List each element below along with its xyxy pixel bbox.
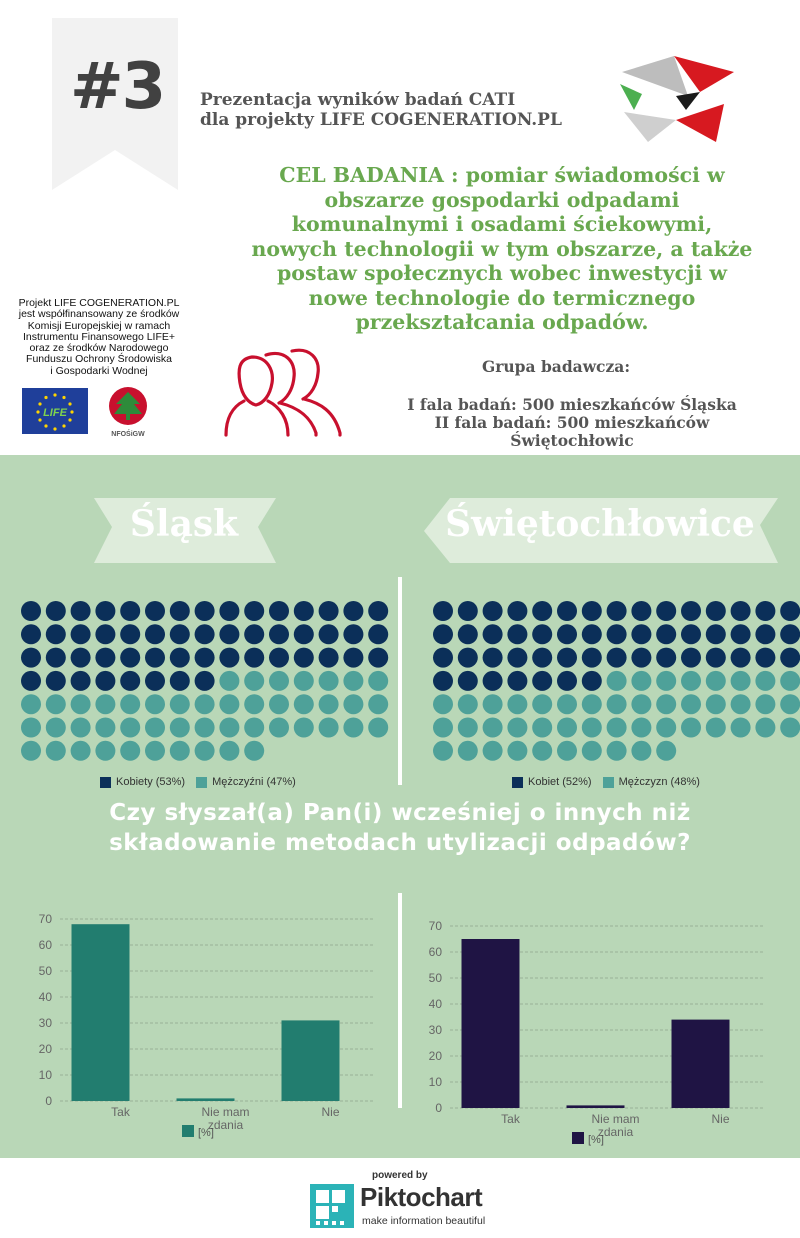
dot-women (319, 648, 339, 668)
dot-women (507, 671, 527, 691)
dot-women (433, 671, 453, 691)
dot-men (582, 741, 602, 761)
bar (462, 939, 520, 1108)
dot-women (244, 624, 264, 644)
legend-left (100, 776, 296, 788)
dot-men (170, 718, 190, 738)
y-tick-label: 30 (38, 1016, 52, 1030)
dot-men (433, 694, 453, 714)
dot-men (582, 718, 602, 738)
dot-men (46, 718, 66, 738)
dot-men (681, 718, 701, 738)
dot-men (656, 741, 676, 761)
logo-triangle-red-bottom (676, 104, 724, 142)
dot-men (780, 694, 800, 714)
x-tick-label: Nie mam zdania (591, 1112, 640, 1139)
dot-women (46, 624, 66, 644)
dot-men (607, 718, 627, 738)
dot-women (483, 601, 503, 621)
dot-men (95, 741, 115, 761)
dot-men (319, 671, 339, 691)
dot-women (71, 624, 91, 644)
dot-women (557, 601, 577, 621)
dot-women (46, 648, 66, 668)
dot-women (582, 601, 602, 621)
dot-men (656, 718, 676, 738)
dot-women (46, 671, 66, 691)
dot-men (170, 741, 190, 761)
x-tick-label: Nie mam zdania (201, 1105, 250, 1132)
dot-men (71, 694, 91, 714)
dot-men (294, 718, 314, 738)
dot-men (244, 694, 264, 714)
dot-men (319, 694, 339, 714)
dot-men (557, 741, 577, 761)
dot-men (507, 741, 527, 761)
bar (177, 1098, 235, 1101)
dot-women (755, 648, 775, 668)
dot-men (219, 718, 239, 738)
dot-men (195, 718, 215, 738)
dot-men (731, 694, 751, 714)
bar-chart-left (30, 905, 390, 1145)
research-goal (222, 163, 782, 335)
dot-women (656, 601, 676, 621)
dot-women (195, 648, 215, 668)
dot-men (607, 694, 627, 714)
title-line-2: dla projekty LIFE COGENERATION.PL (200, 110, 562, 130)
nfos-logo (104, 386, 152, 438)
dot-men (343, 718, 363, 738)
dot-men (607, 671, 627, 691)
banner-left-label: Śląsk (129, 503, 239, 545)
dot-men (294, 671, 314, 691)
dot-women (170, 601, 190, 621)
bar (282, 1020, 340, 1101)
dot-men (631, 694, 651, 714)
dot-women (631, 601, 651, 621)
dot-men (458, 741, 478, 761)
dot-men (219, 741, 239, 761)
dot-men (557, 718, 577, 738)
funding-line: Instrumentu Finansowego LIFE+ (22, 330, 176, 343)
dot-women (71, 648, 91, 668)
dot-men (170, 694, 190, 714)
dot-men (219, 671, 239, 691)
dot-women (706, 601, 726, 621)
x-tick-label: Tak (111, 1105, 130, 1119)
dot-men (532, 718, 552, 738)
dot-men (95, 694, 115, 714)
dot-men (71, 718, 91, 738)
dot-women (532, 671, 552, 691)
dot-women (755, 601, 775, 621)
funding-line: i Gospodarki Wodnej (50, 364, 148, 377)
y-tick-label: 20 (428, 1049, 442, 1063)
y-tick-label: 20 (38, 1042, 52, 1056)
dot-men (507, 718, 527, 738)
title-line-1: Prezentacja wyników badań CATI (200, 90, 516, 110)
dot-men (532, 741, 552, 761)
dot-men (557, 694, 577, 714)
dot-women (294, 648, 314, 668)
dot-men (483, 741, 503, 761)
dot-women (145, 671, 165, 691)
legend-swatch (182, 1125, 194, 1137)
dot-women (706, 648, 726, 668)
dot-men (46, 694, 66, 714)
dot-women (269, 648, 289, 668)
dot-men (731, 718, 751, 738)
dot-women (458, 671, 478, 691)
y-tick-label: 50 (428, 971, 442, 985)
dot-women (319, 601, 339, 621)
project-logo (612, 50, 742, 150)
dot-men (145, 694, 165, 714)
goal-line: CEL BADANIA : pomiar świadomości w (279, 163, 725, 187)
dot-women (120, 648, 140, 668)
dot-women (483, 624, 503, 644)
dot-men (631, 741, 651, 761)
dot-men (433, 718, 453, 738)
bar (567, 1105, 625, 1108)
dot-men (755, 694, 775, 714)
dot-women (21, 671, 41, 691)
dot-men (631, 671, 651, 691)
dot-women (582, 671, 602, 691)
dot-women (219, 601, 239, 621)
dot-men (706, 671, 726, 691)
pictograph-left (20, 600, 395, 765)
dot-women (46, 601, 66, 621)
page-number: #3 (70, 50, 165, 124)
dot-women (483, 648, 503, 668)
dot-women (780, 601, 800, 621)
dot-women (343, 624, 363, 644)
dot-women (507, 648, 527, 668)
dot-men (244, 718, 264, 738)
y-tick-label: 10 (38, 1068, 52, 1082)
dot-women (195, 671, 215, 691)
header-section (0, 0, 800, 455)
dot-women (483, 671, 503, 691)
dot-women (755, 624, 775, 644)
dot-men (368, 694, 388, 714)
bar (672, 1020, 730, 1108)
legend-men-label: Mężczyzn (48%) (618, 776, 700, 788)
presentation-title (200, 90, 562, 130)
legend-women-label: Kobiety (53%) (116, 776, 186, 788)
dot-women (21, 601, 41, 621)
dot-men (21, 694, 41, 714)
dot-women (731, 648, 751, 668)
dot-men (145, 718, 165, 738)
dot-men (368, 671, 388, 691)
legend-swatch-women (100, 777, 111, 788)
dot-men (120, 718, 140, 738)
dot-women (532, 648, 552, 668)
dot-men (458, 694, 478, 714)
goal-line: obszarze gospodarki odpadami (324, 187, 680, 212)
dot-women (458, 648, 478, 668)
dot-men (120, 741, 140, 761)
dot-women (170, 648, 190, 668)
dot-women (294, 624, 314, 644)
dot-women (95, 648, 115, 668)
dot-women (120, 601, 140, 621)
dot-women (71, 671, 91, 691)
logo-triangle-grey-bottom (624, 112, 676, 142)
dot-women (656, 624, 676, 644)
legend-women-label: Kobiet (52%) (528, 776, 592, 788)
dot-men (433, 741, 453, 761)
dot-men (656, 694, 676, 714)
y-tick-label: 60 (38, 938, 52, 952)
dot-men (607, 741, 627, 761)
x-tick-label: Tak (501, 1112, 520, 1126)
dot-men (46, 741, 66, 761)
legend-swatch-men (603, 777, 614, 788)
piktochart-brand[interactable]: Piktochart (360, 1182, 483, 1212)
legend-swatch (572, 1132, 584, 1144)
dot-men (755, 718, 775, 738)
question-line-2: składowanie metodach utylizacji odpadów? (109, 830, 691, 856)
dot-women (681, 601, 701, 621)
dot-women (780, 648, 800, 668)
dot-women (95, 624, 115, 644)
dot-men (195, 694, 215, 714)
y-tick-label: 40 (38, 990, 52, 1004)
dot-women (706, 624, 726, 644)
dot-men (483, 718, 503, 738)
dot-women (21, 648, 41, 668)
dot-women (21, 624, 41, 644)
dot-women (532, 601, 552, 621)
dot-women (319, 624, 339, 644)
goal-line: nowe technologie do termicznego (308, 285, 696, 310)
y-tick-label: 70 (38, 912, 52, 926)
legend-swatch-men (196, 777, 207, 788)
dot-women (195, 601, 215, 621)
dot-women (244, 648, 264, 668)
dot-men (244, 671, 264, 691)
dot-women (170, 671, 190, 691)
life-logo-text: LIFE (43, 407, 67, 419)
pictograph-right (432, 600, 800, 765)
dot-women (269, 601, 289, 621)
divider-bottom (398, 893, 402, 1108)
dot-men (582, 694, 602, 714)
dot-women (557, 624, 577, 644)
dot-women (219, 624, 239, 644)
dot-women (145, 648, 165, 668)
legend-label: [%] (198, 1127, 214, 1139)
legend-men-label: Mężczyźni (47%) (212, 776, 296, 788)
dot-men (294, 694, 314, 714)
dot-men (631, 718, 651, 738)
nfos-logo-text: NFOŚiGW (111, 431, 145, 438)
dot-men (95, 718, 115, 738)
people-icon (222, 345, 346, 437)
goal-line: komunalnymi i osadami ściekowymi, (291, 212, 713, 236)
dot-men (706, 694, 726, 714)
dot-men (120, 694, 140, 714)
dot-women (244, 601, 264, 621)
funding-note (8, 298, 190, 377)
life-logo (22, 388, 88, 434)
dot-men (269, 671, 289, 691)
dot-women (458, 624, 478, 644)
funding-line: Komisji Europejskiej w ramach (27, 319, 171, 332)
dot-women (507, 624, 527, 644)
dot-women (343, 601, 363, 621)
divider-top (398, 577, 402, 785)
dot-men (532, 694, 552, 714)
y-tick-label: 60 (428, 945, 442, 959)
dot-women (145, 601, 165, 621)
group-line-1: I fala badań: 500 mieszkańców Śląska (407, 395, 737, 414)
funding-line: oraz ze środków Narodowego (29, 342, 169, 355)
bar (72, 924, 130, 1101)
dot-men (681, 671, 701, 691)
dot-women (607, 624, 627, 644)
piktochart-tagline: make information beautiful (362, 1215, 486, 1227)
bar-chart-right (420, 912, 780, 1152)
dot-women (433, 648, 453, 668)
y-tick-label: 50 (38, 964, 52, 978)
dot-men (343, 671, 363, 691)
dot-men (195, 741, 215, 761)
dot-women (631, 624, 651, 644)
y-tick-label: 0 (435, 1101, 442, 1115)
banner-right-label: Świętochłowice (445, 503, 755, 545)
dot-women (294, 601, 314, 621)
x-tick-label: Nie (711, 1112, 730, 1126)
y-tick-label: 70 (428, 919, 442, 933)
logo-triangle-black (676, 92, 700, 110)
dot-women (681, 648, 701, 668)
legend-right (512, 776, 700, 788)
group-line-2: II fala badań: 500 mieszkańców (434, 413, 710, 432)
dot-women (433, 601, 453, 621)
dot-women (269, 624, 289, 644)
dot-women (557, 671, 577, 691)
logo-triangle-green (620, 84, 642, 110)
dot-women (458, 601, 478, 621)
group-line-3: Świętochłowic (510, 431, 634, 450)
dot-women (607, 648, 627, 668)
goal-line: przekształcania odpadów. (355, 310, 649, 334)
legend-swatch-women (512, 777, 523, 788)
dot-men (780, 718, 800, 738)
dot-women (681, 624, 701, 644)
dot-women (368, 648, 388, 668)
funding-line: Projekt LIFE COGENERATION.PL (18, 297, 180, 309)
dot-women (433, 624, 453, 644)
dot-women (95, 601, 115, 621)
dot-men (21, 741, 41, 761)
dot-women (368, 624, 388, 644)
funding-line: jest współfinansowany ze środków (18, 308, 180, 321)
dot-men (145, 741, 165, 761)
dot-men (755, 671, 775, 691)
dot-women (120, 624, 140, 644)
question-line-1: Czy słyszał(a) Pan(i) wcześniej o innych niż (109, 800, 691, 826)
dot-men (507, 694, 527, 714)
dot-women (170, 624, 190, 644)
y-tick-label: 40 (428, 997, 442, 1011)
funding-line: Funduszu Ochrony Środowiska (26, 353, 172, 366)
legend-label: [%] (588, 1134, 604, 1146)
piktochart-logo-icon (310, 1184, 354, 1228)
dot-women (656, 648, 676, 668)
dot-men (681, 694, 701, 714)
dot-women (631, 648, 651, 668)
powered-by-label: powered by (372, 1170, 428, 1181)
y-tick-label: 10 (428, 1075, 442, 1089)
dot-women (507, 601, 527, 621)
dot-women (532, 624, 552, 644)
dot-women (731, 624, 751, 644)
dot-men (368, 718, 388, 738)
dot-men (71, 741, 91, 761)
dot-men (269, 718, 289, 738)
dot-women (343, 648, 363, 668)
dot-men (458, 718, 478, 738)
dot-women (120, 671, 140, 691)
footer (0, 1158, 800, 1238)
dot-men (21, 718, 41, 738)
goal-line: nowych technologii w tym obszarze, a także (251, 236, 753, 261)
dot-women (219, 648, 239, 668)
dot-women (95, 671, 115, 691)
dot-women (582, 624, 602, 644)
dot-women (195, 624, 215, 644)
dot-women (780, 624, 800, 644)
survey-question (60, 798, 740, 858)
dot-men (244, 741, 264, 761)
dot-men (319, 718, 339, 738)
dot-men (343, 694, 363, 714)
goal-line: postaw społecznych wobec inwestycji w (276, 261, 728, 285)
y-tick-label: 30 (428, 1023, 442, 1037)
dot-men (780, 671, 800, 691)
dot-women (582, 648, 602, 668)
dot-men (656, 671, 676, 691)
dot-men (269, 694, 289, 714)
dot-men (731, 671, 751, 691)
dot-men (219, 694, 239, 714)
dot-women (731, 601, 751, 621)
dot-men (483, 694, 503, 714)
x-tick-label: Nie (321, 1105, 340, 1119)
dot-women (607, 601, 627, 621)
y-tick-label: 0 (45, 1094, 52, 1108)
dot-men (706, 718, 726, 738)
group-title: Grupa badawcza: (482, 357, 631, 376)
dot-women (71, 601, 91, 621)
dot-women (145, 624, 165, 644)
dot-women (557, 648, 577, 668)
dot-women (368, 601, 388, 621)
